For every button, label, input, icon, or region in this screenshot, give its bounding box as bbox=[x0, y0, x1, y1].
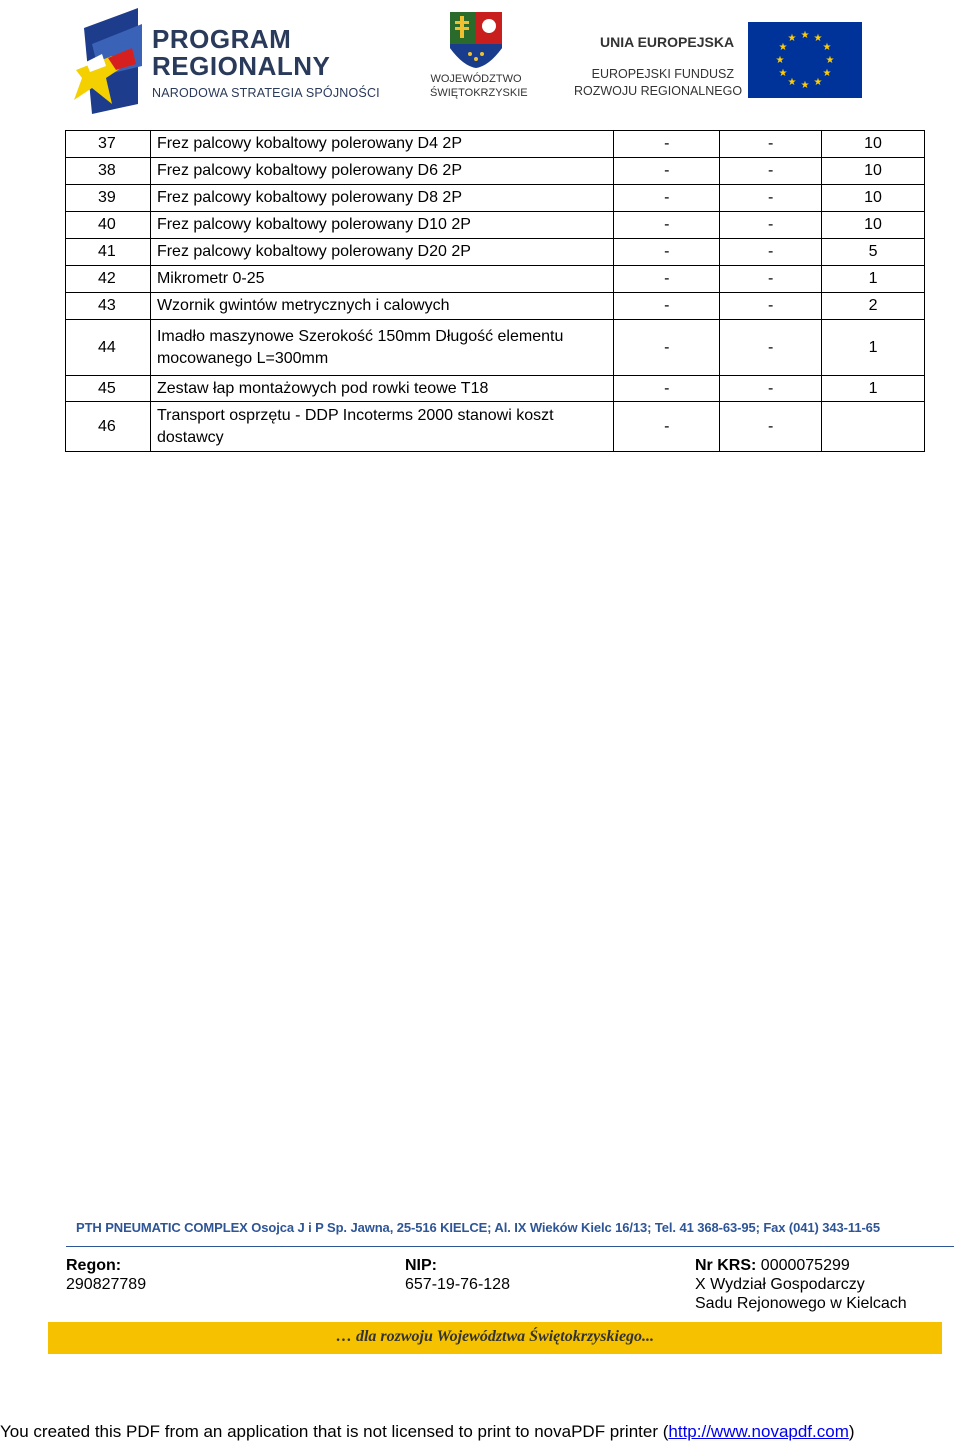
nip-value: 657-19-76-128 bbox=[405, 1276, 510, 1293]
item-quantity: 2 bbox=[822, 293, 925, 320]
svg-text:★: ★ bbox=[813, 33, 823, 44]
nip-block bbox=[405, 1256, 510, 1294]
voivodeship-line1: WOJEWÓDZTWO bbox=[430, 73, 522, 85]
item-quantity: 1 bbox=[822, 266, 925, 293]
item-col-b: - bbox=[720, 212, 822, 239]
item-quantity: 1 bbox=[822, 320, 925, 376]
table-row bbox=[66, 376, 925, 402]
item-quantity: 10 bbox=[822, 131, 925, 158]
row-number: 42 bbox=[66, 266, 151, 293]
court-line1: X Wydział Gospodarczy bbox=[695, 1276, 865, 1293]
items-table-body bbox=[66, 131, 925, 452]
program-regionalny-logo bbox=[72, 4, 402, 116]
row-number: 41 bbox=[66, 239, 151, 266]
item-quantity: 1 bbox=[822, 376, 925, 402]
program-title bbox=[152, 26, 330, 80]
slogan-bar bbox=[48, 1322, 942, 1354]
item-name: Frez palcowy kobaltowy polerowany D4 2P bbox=[150, 131, 613, 158]
item-name: Imadło maszynowe Szerokość 150mm Długość elementu mocowanego L=300mm bbox=[150, 320, 613, 376]
krs-block bbox=[695, 1256, 907, 1313]
item-quantity: 10 bbox=[822, 212, 925, 239]
table-row bbox=[66, 320, 925, 376]
svg-text:★: ★ bbox=[822, 42, 832, 53]
item-name: Zestaw łap montażowych pod rowki teowe T18 bbox=[150, 376, 613, 402]
row-number: 38 bbox=[66, 158, 151, 185]
item-col-b: - bbox=[720, 158, 822, 185]
item-quantity: 10 bbox=[822, 185, 925, 212]
items-table bbox=[65, 130, 925, 452]
item-col-b: - bbox=[720, 185, 822, 212]
item-col-a: - bbox=[614, 293, 720, 320]
table-row bbox=[66, 402, 925, 452]
item-name: Frez palcowy kobaltowy polerowany D10 2P bbox=[150, 212, 613, 239]
item-col-a: - bbox=[614, 185, 720, 212]
voivodeship-name bbox=[430, 72, 528, 100]
item-name: Frez palcowy kobaltowy polerowany D20 2P bbox=[150, 239, 613, 266]
item-name: Frez palcowy kobaltowy polerowany D6 2P bbox=[150, 158, 613, 185]
item-quantity: 10 bbox=[822, 158, 925, 185]
svg-text:★: ★ bbox=[778, 42, 788, 53]
novapdf-link[interactable]: http://www.novapdf.com bbox=[668, 1422, 849, 1441]
eu-title: UNIA EUROPEJSKA bbox=[600, 34, 735, 50]
item-quantity bbox=[822, 402, 925, 452]
svg-text:★: ★ bbox=[800, 80, 810, 91]
table-row bbox=[66, 131, 925, 158]
svg-text:★: ★ bbox=[825, 55, 835, 66]
item-col-b: - bbox=[720, 320, 822, 376]
program-title-line2: REGIONALNY bbox=[152, 51, 331, 81]
voivodeship-logo bbox=[430, 8, 528, 108]
table-row bbox=[66, 158, 925, 185]
item-name: Mikrometr 0-25 bbox=[150, 266, 613, 293]
coat-of-arms-icon bbox=[430, 8, 522, 72]
svg-text:★: ★ bbox=[813, 77, 823, 88]
krs-label: Nr KRS: bbox=[695, 1257, 757, 1274]
pdf-note-prefix: You created this PDF from an application that is not licensed to print to novaPDF printer ( bbox=[0, 1422, 669, 1441]
item-name: Transport osprzętu - DDP Incoterms 2000 stanowi koszt dostawcy bbox=[150, 402, 613, 452]
krs-value: 0000075299 bbox=[756, 1257, 850, 1274]
row-number: 39 bbox=[66, 185, 151, 212]
item-col-a: - bbox=[614, 266, 720, 293]
item-col-a: - bbox=[614, 320, 720, 376]
row-number: 45 bbox=[66, 376, 151, 402]
program-star-icon bbox=[72, 4, 152, 116]
pdf-license-note bbox=[0, 1422, 960, 1442]
table-row bbox=[66, 293, 925, 320]
item-col-a: - bbox=[614, 212, 720, 239]
slogan-text: … dla rozwoju Województwa Świętokrzyskiego... bbox=[335, 1328, 655, 1345]
footer-divider bbox=[66, 1246, 954, 1247]
item-col-b: - bbox=[720, 376, 822, 402]
row-number: 46 bbox=[66, 402, 151, 452]
item-col-b: - bbox=[720, 266, 822, 293]
eu-fund-name bbox=[574, 66, 743, 100]
program-title-line1: PROGRAM bbox=[152, 24, 292, 54]
item-col-a: - bbox=[614, 131, 720, 158]
item-col-a: - bbox=[614, 402, 720, 452]
item-col-b: - bbox=[720, 293, 822, 320]
regon-block bbox=[66, 1256, 146, 1294]
item-name: Frez palcowy kobaltowy polerowany D8 2P bbox=[150, 185, 613, 212]
svg-text:★: ★ bbox=[778, 68, 788, 79]
svg-text:★: ★ bbox=[787, 77, 797, 88]
item-name: Wzornik gwintów metrycznych i calowych bbox=[150, 293, 613, 320]
regon-value: 290827789 bbox=[66, 1276, 147, 1293]
item-col-b: - bbox=[720, 402, 822, 452]
item-col-a: - bbox=[614, 376, 720, 402]
row-number: 44 bbox=[66, 320, 151, 376]
pdf-note-suffix: ) bbox=[848, 1422, 855, 1441]
company-info: PTH PNEUMATIC COMPLEX Osojca J i P Sp. Jawna, 25-516 KIELCE; Al. IX Wieków Kielc 16/13; Tel. 41 368-63-95; Fax (041) 343-11-65 bbox=[76, 1220, 880, 1235]
voivodeship-line2: ŚWIĘTOKRZYSKIE bbox=[430, 87, 528, 99]
eu-fund-line1: EUROPEJSKI FUNDUSZ bbox=[591, 67, 734, 81]
eu-fund-line2: ROZWOJU REGIONALNEGO bbox=[574, 84, 743, 98]
eu-flag-icon bbox=[748, 22, 862, 98]
item-col-a: - bbox=[614, 158, 720, 185]
item-quantity: 5 bbox=[822, 239, 925, 266]
svg-text:★: ★ bbox=[787, 33, 797, 44]
row-number: 43 bbox=[66, 293, 151, 320]
nip-label: NIP: bbox=[405, 1257, 437, 1274]
eu-logo bbox=[570, 22, 862, 100]
table-row bbox=[66, 212, 925, 239]
item-col-b: - bbox=[720, 131, 822, 158]
svg-text:★: ★ bbox=[800, 30, 810, 41]
svg-text:★: ★ bbox=[822, 68, 832, 79]
item-col-b: - bbox=[720, 239, 822, 266]
table-row bbox=[66, 239, 925, 266]
court-line2: Sadu Rejonowego w Kielcach bbox=[695, 1295, 907, 1312]
program-subtitle: NARODOWA STRATEGIA SPÓJNOŚCI bbox=[152, 86, 380, 100]
item-col-a: - bbox=[614, 239, 720, 266]
table-row bbox=[66, 185, 925, 212]
regon-label: Regon: bbox=[66, 1257, 122, 1274]
row-number: 40 bbox=[66, 212, 151, 239]
row-number: 37 bbox=[66, 131, 151, 158]
svg-text:★: ★ bbox=[775, 55, 785, 66]
table-row bbox=[66, 266, 925, 293]
